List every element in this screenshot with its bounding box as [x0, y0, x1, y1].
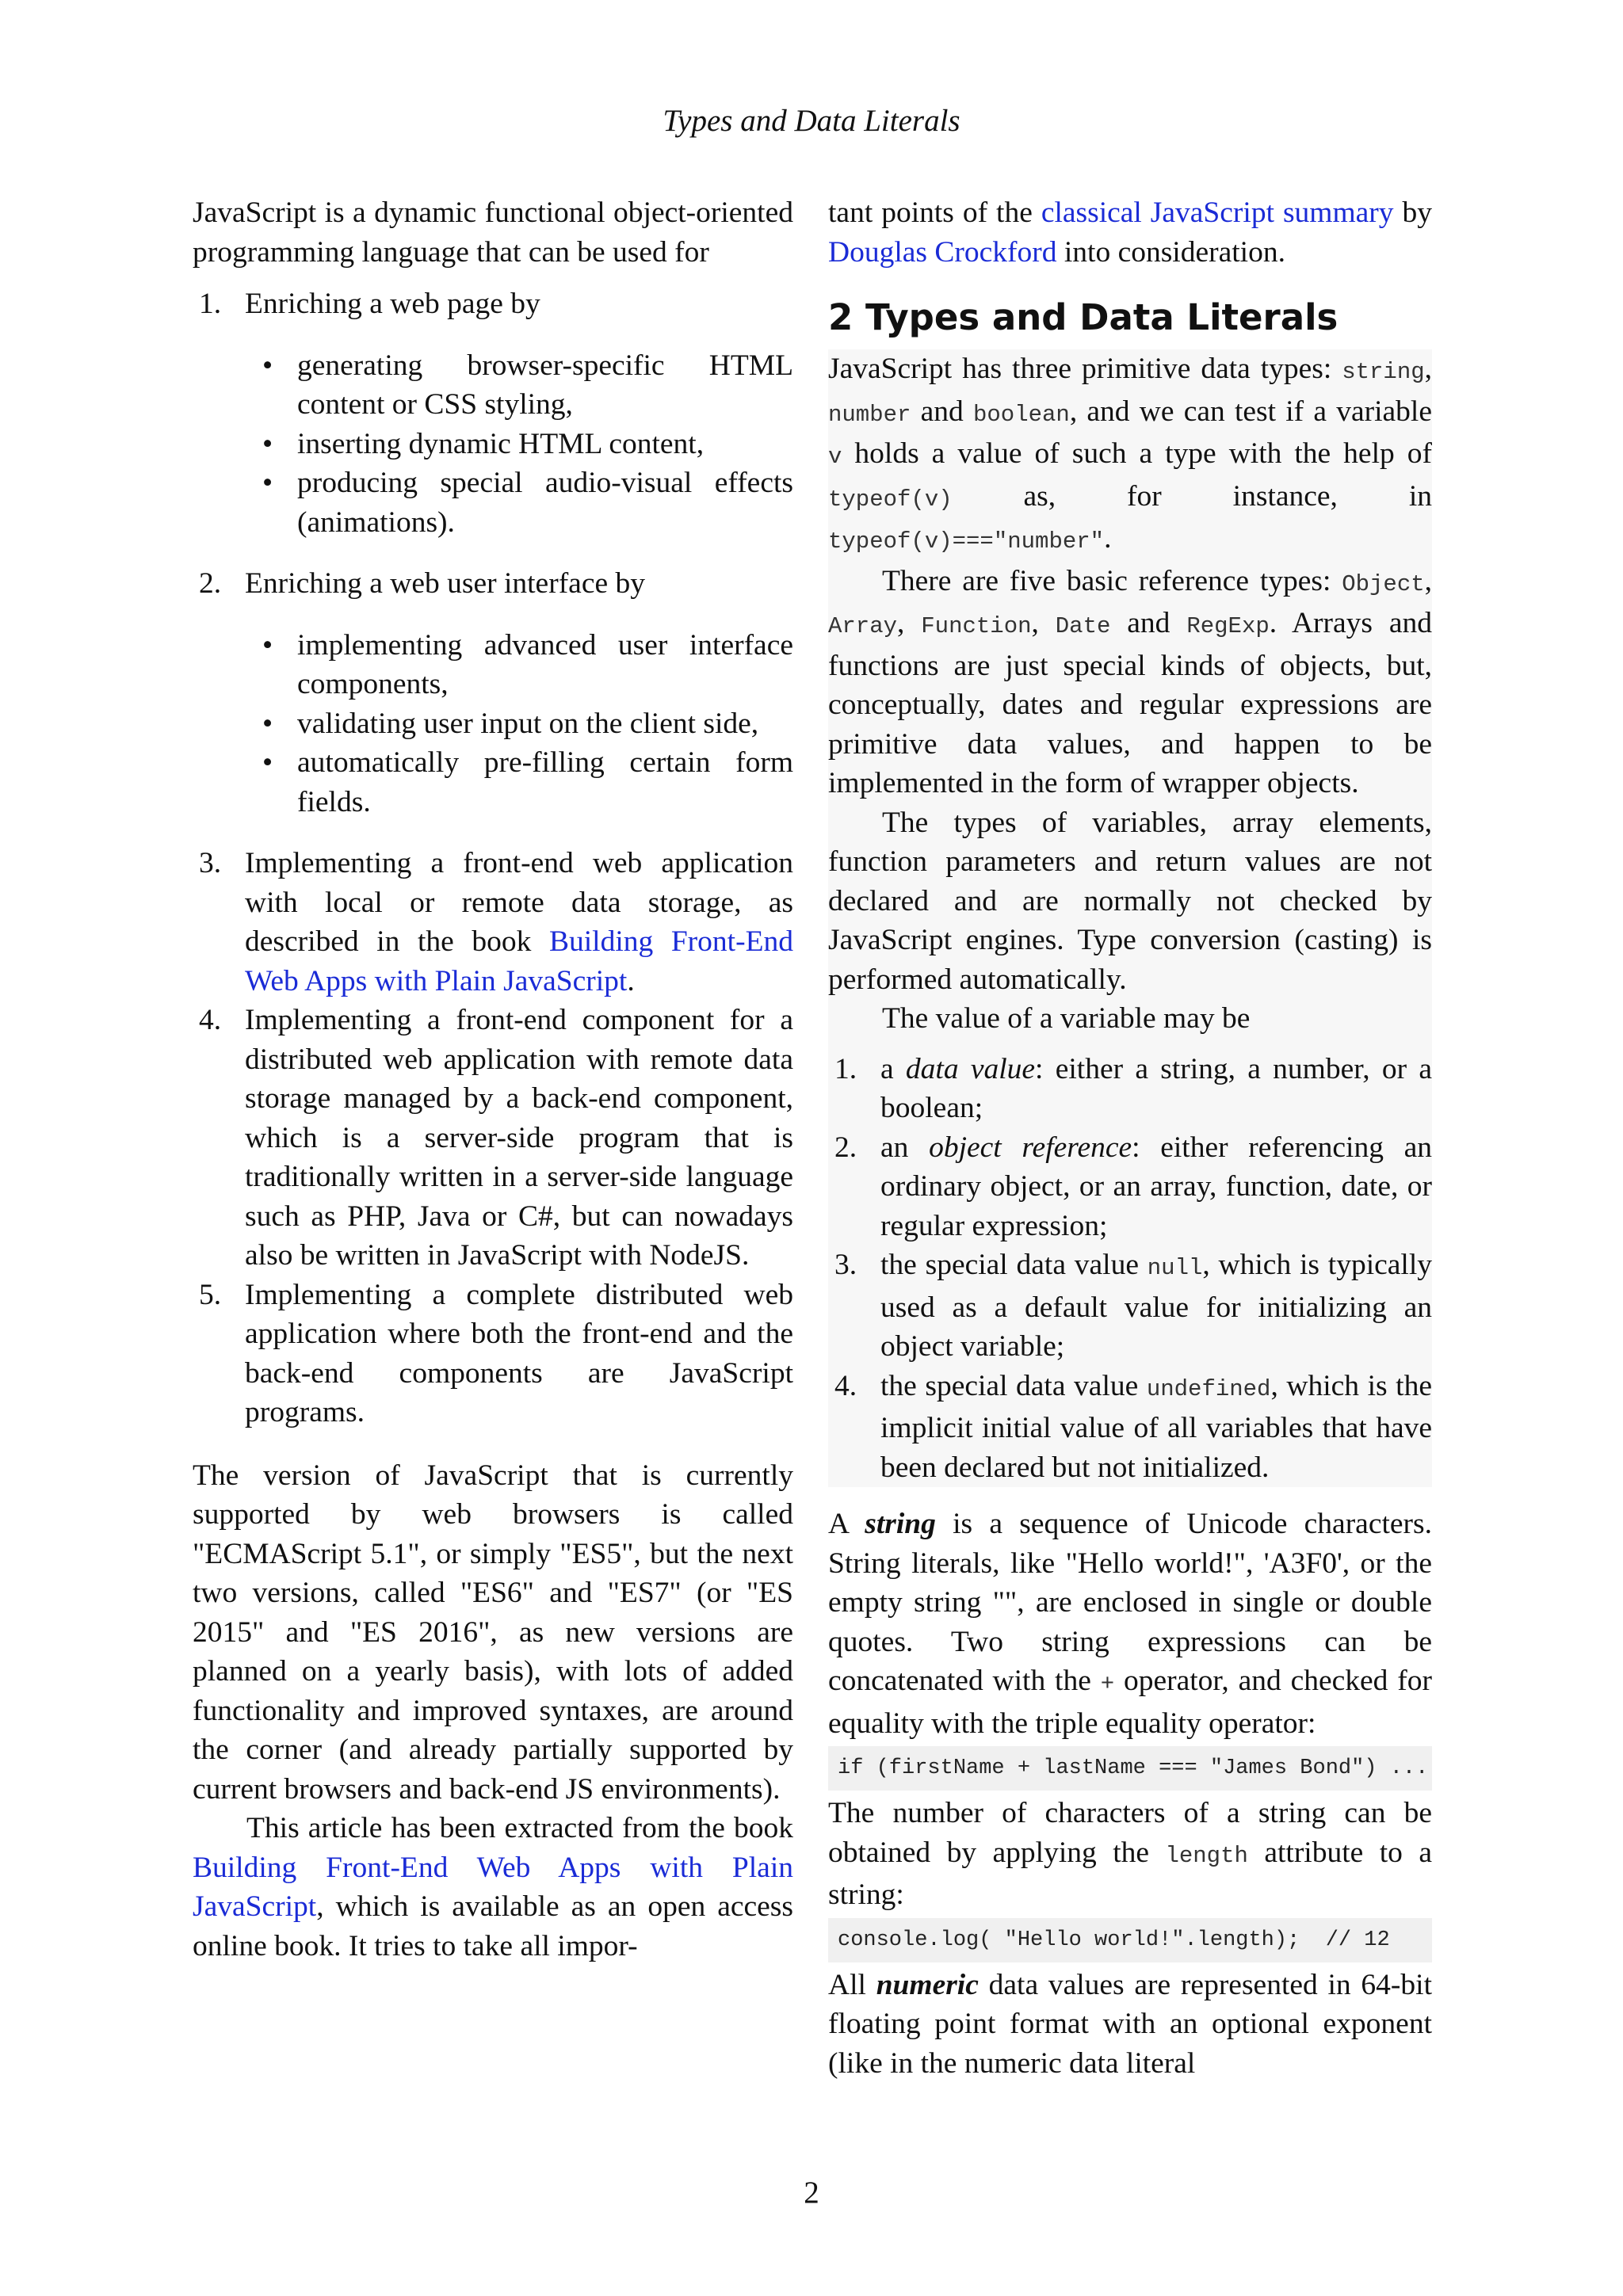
- right-column: [828, 193, 1432, 2083]
- book-link[interactable]: Building Front-End Web Apps with Plain JavaScript: [245, 925, 793, 997]
- emphasis: numeric: [876, 1968, 979, 2001]
- sub-list-item: [245, 425, 793, 464]
- emphasis: string: [865, 1508, 936, 1540]
- paragraph-text: data values are represented in 64-bit floating point format with an optional exponent (like in the numeric data literal: [828, 1968, 1433, 2080]
- list-item-text: : either referencing an ordinary object, or an array, function, date, or regular expression;: [880, 1131, 1432, 1242]
- paragraph-text: ,: [1424, 353, 1432, 385]
- list-number: 3.: [199, 847, 222, 879]
- punctuation: .: [627, 964, 635, 997]
- list-item-text: an: [880, 1131, 930, 1164]
- sub-list-item: [245, 626, 793, 704]
- paragraph-text: The number of characters of a string can be obtained by applying the: [828, 1797, 1432, 1869]
- bullet-icon: •: [262, 427, 273, 460]
- sub-list-item: [245, 346, 793, 425]
- list-number: 4.: [199, 1004, 222, 1036]
- list-item: [193, 564, 793, 822]
- list-item: [828, 1128, 1432, 1246]
- sub-list: [245, 626, 793, 822]
- inline-code: undefined: [1146, 1375, 1271, 1402]
- string-paragraph: [828, 1505, 1432, 1743]
- inline-code: boolean: [973, 401, 1070, 428]
- inline-code: null: [1147, 1255, 1203, 1281]
- continuation-paragraph: [828, 193, 1432, 272]
- sub-list: [245, 346, 793, 543]
- crockford-link[interactable]: Douglas Crockford: [828, 235, 1057, 269]
- list-item-text: Implementing a front-end web application with local or remote data storage, as described in the book: [245, 847, 793, 958]
- list-number: 5.: [199, 1278, 222, 1311]
- list-item-text: , which is typically used as a default value for initializing an object variable;: [880, 1249, 1433, 1363]
- usage-list: [193, 284, 793, 1432]
- paragraph-text: , which is available as an open access online book. It tries to take all impor-: [193, 1890, 793, 1962]
- bullet-icon: •: [262, 707, 273, 740]
- list-item-text: , which is the implicit initial value of all variables that have been declared but not initialized.: [880, 1369, 1432, 1484]
- list-number: 1.: [199, 288, 222, 320]
- paragraph-text: operator, and checked for equality with the triple equality operator:: [828, 1665, 1432, 1740]
- paragraph-text: and: [1110, 607, 1187, 639]
- inline-code: Array: [828, 613, 898, 639]
- sub-item-text: automatically pre-filling certain form fields.: [297, 746, 793, 818]
- list-item: [193, 1001, 793, 1276]
- list-item: [193, 1276, 793, 1432]
- list-item: [828, 1245, 1432, 1367]
- paragraph-text: , and we can test if a variable: [1069, 395, 1432, 428]
- inline-code: +: [1100, 1671, 1115, 1697]
- inline-code: Object: [1342, 570, 1425, 597]
- running-head: Types and Data Literals: [663, 104, 960, 138]
- value-kinds-list: [828, 1050, 1432, 1488]
- list-item-text: the special data value: [880, 1249, 1148, 1281]
- list-number: 2.: [199, 567, 222, 600]
- emphasis: data value: [905, 1052, 1036, 1085]
- paragraph-text: ,: [897, 607, 922, 639]
- extract-paragraph: [193, 1809, 793, 1966]
- page-number: 2: [804, 2176, 819, 2210]
- list-item: [193, 844, 793, 1001]
- crockford-summary-link[interactable]: classical JavaScript summary: [1041, 196, 1394, 229]
- paragraph-text: is a sequence of Unicode characters. String literals, like "Hello world!", 'A3F0', or the empty string "", are enclosed in single or double quotes. Two string expressions can be concatenated with the: [828, 1508, 1432, 1697]
- paragraph-text: ,: [1424, 564, 1432, 597]
- paragraph-text: ,: [1031, 607, 1056, 639]
- list-item-text: Implementing a front-end component for a distributed web application with remote data storage managed by a back-end component, which is a server-side program that is traditionally written in a server-side language such as PHP, Java or C#, but can nowadays also be written in JavaScript with NodeJS.: [245, 1004, 793, 1272]
- paragraph-text: . Arrays and functions are just special kinds of objects, but, conceptually, dates and regular expressions are primitive data values, and happen to be implemented in the form of wrapper objects.: [828, 607, 1433, 799]
- inline-code: length: [1165, 1842, 1248, 1869]
- list-item: [828, 1050, 1432, 1128]
- left-column: [193, 193, 793, 1966]
- types-declared-paragraph: The types of variables, array elements, function parameters and return values are not declared and are normally not checked by JavaScript engines. Type conversion (casting) is performed automatically.: [828, 806, 1432, 996]
- bullet-icon: •: [262, 628, 273, 662]
- sub-list-item: [245, 743, 793, 822]
- emphasis: object reference: [929, 1131, 1132, 1164]
- sub-list-item: [245, 463, 793, 542]
- length-paragraph: [828, 1794, 1432, 1915]
- sub-item-text: implementing advanced user interface components,: [297, 628, 793, 700]
- sub-list-item: [245, 704, 793, 744]
- paragraph-text: All: [828, 1968, 876, 2001]
- paragraph-text: A: [828, 1508, 865, 1540]
- inline-code: RegExp: [1186, 613, 1270, 639]
- paragraph-text: as, for instance, in: [952, 479, 1432, 513]
- paragraph-text: holds a value of such a type with the help of: [842, 437, 1432, 470]
- sub-item-text: validating user input on the client side,: [297, 707, 759, 740]
- list-item-text: Enriching a web page by: [245, 288, 540, 320]
- list-number: 3.: [834, 1249, 857, 1281]
- paragraph-text: There are five basic reference types:: [882, 564, 1342, 597]
- primitive-types-paragraph: [828, 349, 1432, 562]
- inline-code: typeof(v): [828, 486, 953, 513]
- numeric-paragraph: [828, 1966, 1432, 2084]
- reference-types-paragraph: [828, 562, 1432, 803]
- inline-code: v: [828, 444, 842, 470]
- paragraph-text: and: [911, 395, 973, 428]
- section-heading: 2 Types and Data Literals: [828, 296, 1338, 338]
- paragraph-text: attribute to a string:: [828, 1836, 1433, 1911]
- paragraph-text: tant points of the: [828, 196, 1041, 229]
- bullet-icon: •: [262, 349, 273, 382]
- paragraph-text: This article has been extracted from the book: [246, 1812, 793, 1844]
- book-link-2[interactable]: Building Front-End Web Apps with Plain JavaScript: [193, 1851, 793, 1923]
- paragraph-text: JavaScript has three primitive data types:: [828, 353, 1342, 385]
- bullet-icon: •: [262, 746, 273, 779]
- paragraph-text: .: [1104, 522, 1112, 555]
- list-item: [193, 284, 793, 542]
- version-paragraph: The version of JavaScript that is currently supported by web browsers is called "ECMAScript 5.1", or simply "ES5", but the next two versions, called "ES6" and "ES7" (or "ES 2015" and "ES 2016", as new versions are planned on a yearly basis), with lots of added functionality and improved syntaxes, are around the corner (and already partially supported by current browsers and back-end JS environments).: [193, 1459, 793, 1806]
- list-item-text: : either a string, a number, or a boolean;: [880, 1052, 1432, 1124]
- sub-item-text: inserting dynamic HTML content,: [297, 427, 705, 460]
- sub-item-text: generating browser-specific HTML content or CSS styling,: [297, 349, 793, 421]
- list-number: 4.: [834, 1369, 857, 1402]
- inline-code: typeof(v)==="number": [828, 528, 1105, 555]
- list-item: [828, 1367, 1432, 1488]
- paragraph-text: by: [1393, 196, 1432, 229]
- code-block-concatenation: if (firstName + lastName === "James Bond") ...: [828, 1746, 1432, 1791]
- value-intro-paragraph: The value of a variable may be: [882, 1002, 1251, 1035]
- intro-paragraph: JavaScript is a dynamic functional object-oriented programming language that can be used for: [193, 196, 793, 269]
- list-number: 2.: [834, 1131, 857, 1164]
- bullet-icon: •: [262, 467, 273, 499]
- shaded-block: [828, 349, 1432, 1487]
- list-item-text: a: [880, 1052, 906, 1085]
- list-item-text: the special data value: [880, 1369, 1147, 1402]
- list-item-text: Implementing a complete distributed web application where both the front-end and the back-end components are JavaScript programs.: [245, 1278, 793, 1428]
- inline-code: Function: [921, 613, 1032, 639]
- inline-code: Date: [1055, 613, 1111, 639]
- inline-code: string: [1342, 359, 1425, 385]
- code-block-length: console.log( "Hello world!".length); // 12: [828, 1918, 1432, 1962]
- list-item-text: Enriching a web user interface by: [245, 567, 645, 600]
- inline-code: number: [828, 401, 911, 428]
- paragraph-text: into consideration.: [1056, 235, 1285, 269]
- list-number: 1.: [834, 1052, 857, 1085]
- sub-item-text: producing special audio-visual effects (animations).: [297, 467, 793, 539]
